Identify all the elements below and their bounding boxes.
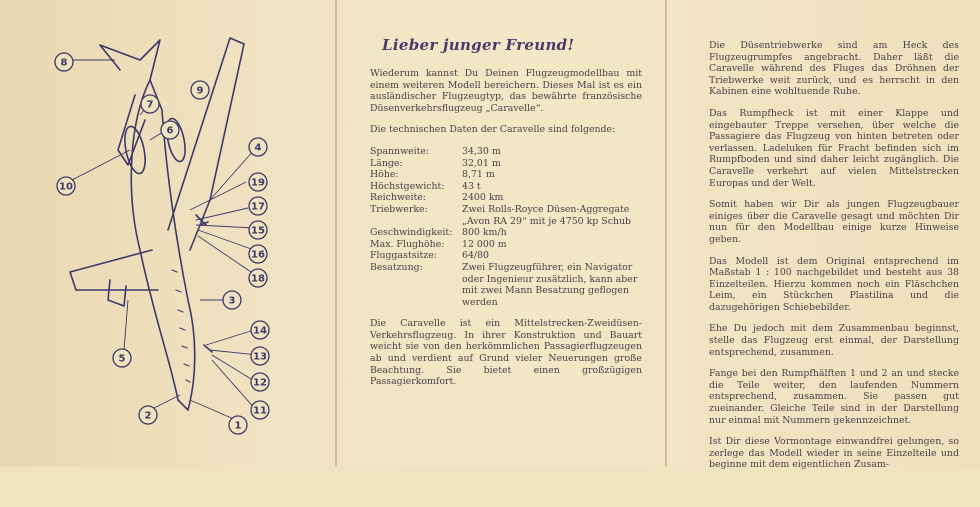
instructions-panel <box>709 40 959 507</box>
svg-text:6: 6 <box>166 125 174 137</box>
spec-label: Besatzung: <box>370 261 423 273</box>
intro-paragraph-1: Wiederum kannst Du Deinen Flugzeugmodellbau mit einem weiteren Modell bereichern. Dieses Mal ist es ein ausländischer Flugzeugtyp, das bewährte französische Düsenverkehrsflugzeug „Caravelle“. <box>370 68 642 114</box>
spec-row <box>370 250 642 262</box>
callout-14 <box>251 321 269 339</box>
spec-row <box>370 181 642 193</box>
spec-label: Reichweite: <box>370 192 426 204</box>
callout-5 <box>113 349 131 367</box>
spec-table <box>370 146 642 308</box>
callout-12 <box>251 373 269 391</box>
spec-value: 64/80 <box>462 250 490 262</box>
svg-text:7: 7 <box>146 99 154 111</box>
fold-line-left <box>335 0 337 467</box>
callout-19 <box>249 173 267 191</box>
svg-text:3: 3 <box>228 295 236 307</box>
spec-value: 2400 km <box>462 192 504 204</box>
svg-text:14: 14 <box>253 325 267 337</box>
callout-7 <box>141 95 159 113</box>
svg-text:15: 15 <box>251 225 265 237</box>
intro-paragraph-2: Die technischen Daten der Caravelle sind folgende: <box>370 124 616 136</box>
spec-row <box>370 169 642 181</box>
intro-paragraph-3: Die Caravelle ist ein Mittelstrecken-Zweidüsen-Verkehrsflugzeug. In ihrer Konstruktion und Bauart weicht sie von den herkömmlichen Passagierflugzeugen ab und verdient auf Grund vieler Neuerungen große Beachtung. Sie bietet einen großzügigen Passagierkomfort. <box>370 318 642 388</box>
spec-label: Spannweite: <box>370 145 430 157</box>
nose-gear <box>204 345 212 352</box>
svg-text:5: 5 <box>118 353 126 365</box>
callout-9 <box>191 81 209 99</box>
wing-right <box>168 38 244 250</box>
spec-label: Triebwerke: <box>370 203 428 215</box>
callout-2 <box>139 406 157 424</box>
spec-row <box>370 227 642 239</box>
spec-label: Länge: <box>370 157 403 169</box>
spec-value: 32,01 m <box>462 157 501 169</box>
body-paragraph-7: Ist Dir diese Vormontage einwandfrei gelungen, so zerlege das Modell wieder in seine Einzelteile und beginne mit dem eigentlichen Zusam- <box>709 436 959 471</box>
callout-15 <box>249 221 267 239</box>
callout-13 <box>251 347 269 365</box>
body-paragraph-2: Das Rumpfheck ist mit einer Klappe und eingebauter Treppe versehen, über welche die Passagiere das Flugzeug von hinten betreten oder verlassen. Ladeluken für Fracht befinden sich im Rumpfboden und sind daher leicht zugänglich. Die Caravelle verkehrt auf vielen Mittelstrecken Europas und der Welt. <box>709 107 959 189</box>
callout-4 <box>249 138 267 156</box>
spec-row <box>370 146 642 158</box>
svg-text:12: 12 <box>253 377 267 389</box>
callout-17 <box>249 197 267 215</box>
svg-text:17: 17 <box>251 201 265 213</box>
callout-18 <box>249 269 267 287</box>
spec-value: Zwei Rolls-Royce Düsen-Aggregate „Avon RA 29“ mit je 4750 kp Schub <box>462 203 632 227</box>
greeting-heading: Lieber junger Freund! <box>382 36 575 54</box>
spec-label: Fluggastsitze: <box>370 250 437 262</box>
svg-text:16: 16 <box>251 249 265 261</box>
svg-text:4: 4 <box>254 142 262 154</box>
svg-text:10: 10 <box>59 181 73 193</box>
body-paragraph-4: Das Modell ist dem Original entsprechend im Maßstab 1 : 100 nachgebildet und besteht aus 38 Einzelteilen. Hierzu kommen noch ein Fläschchen Leim, ein Stückchen Plastilina und die dazugehörigen Schiebebilder. <box>709 255 959 313</box>
spec-label: Geschwindigkeit: <box>370 227 453 239</box>
svg-text:9: 9 <box>196 85 204 97</box>
svg-text:8: 8 <box>60 57 68 69</box>
spec-row <box>370 192 642 204</box>
svg-text:2: 2 <box>144 410 152 422</box>
spec-value: 43 t <box>462 180 481 192</box>
svg-text:19: 19 <box>251 177 265 189</box>
callout-6 <box>161 121 179 139</box>
fold-line-right <box>665 0 667 467</box>
spec-row <box>370 158 642 170</box>
callout-1 <box>229 416 247 434</box>
spec-value: 12 000 m <box>462 238 507 250</box>
body-paragraph-5: Ehe Du jedoch mit dem Zusammenbau beginnst, stelle das Flugzeug erst einmal, der Darstellung entsprechend, zusammen. <box>709 323 959 358</box>
callout-10 <box>57 177 75 195</box>
spec-value: 800 km/h <box>462 227 507 239</box>
svg-text:1: 1 <box>234 420 242 432</box>
caravelle-diagram <box>0 0 318 467</box>
aircraft-diagram-panel <box>0 0 318 467</box>
intro-panel <box>370 36 642 503</box>
spec-value: 8,71 m <box>462 169 495 181</box>
spec-label: Höhe: <box>370 169 399 181</box>
callout-16 <box>249 245 267 263</box>
svg-text:18: 18 <box>251 273 265 285</box>
spec-row <box>370 262 642 308</box>
body-paragraph-1: Die Düsentriebwerke sind am Heck des Flugzeugrumpfes angebracht. Daher läßt die Caravelle während des Fluges das Dröhnen der Triebwerke weit zurück, und es herrscht in den Kabinen eine wohltuende Ruhe. <box>709 40 959 98</box>
engine-nacelle-left <box>108 280 126 306</box>
spec-row <box>370 204 642 227</box>
svg-text:11: 11 <box>253 405 267 417</box>
body-paragraph-6: Fange bei den Rumpfhälften 1 und 2 an und stecke die Teile weiter, den laufenden Nummern entsprechend, zusammen. Sie passen gut zueinander. Gleiche Teile sind in der Darstellung nur einmal mit Nummern gekennzeichnet. <box>709 368 959 426</box>
spec-row <box>370 239 642 251</box>
spec-label: Höchstgewicht: <box>370 180 445 192</box>
spec-value: 34,30 m <box>462 145 501 157</box>
body-paragraph-3: Somit haben wir Dir als jungen Flugzeugbauer einiges über die Caravelle gesagt und möchten Dir nun für den Modellbau einige kurze Hinweise geben. <box>709 199 959 245</box>
callout-11 <box>251 401 269 419</box>
spec-label: Max. Flughöhe: <box>370 238 445 250</box>
svg-text:13: 13 <box>253 351 267 363</box>
callout-3 <box>223 291 241 309</box>
spec-value: Zwei Flugzeugführer, ein Navigator oder Ingenieur zusätzlich, kann aber mit zwei Mann Besatzung geflogen werden <box>462 261 638 308</box>
callout-8 <box>55 53 73 71</box>
